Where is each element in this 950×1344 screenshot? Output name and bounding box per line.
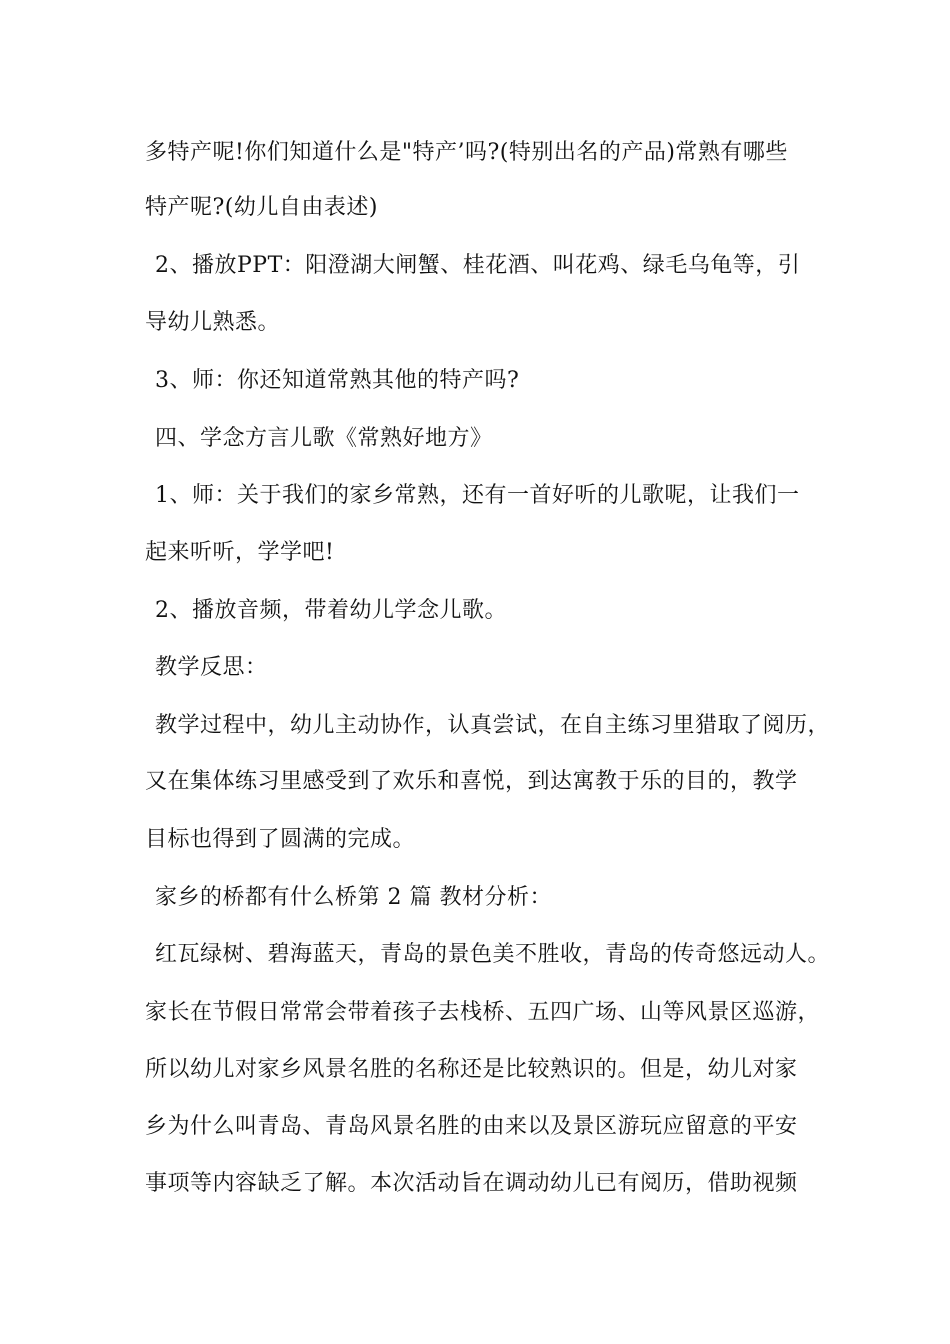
text-line: 目标也得到了圆满的完成。 (145, 827, 416, 852)
text-line: 导幼儿熟悉。 (145, 310, 281, 335)
text-line: 教学过程中，幼儿主动协作，认真尝试，在自主练习里猎取了阅历， (155, 713, 831, 738)
text-line: 红瓦绿树、碧海蓝天，青岛的景色美不胜收，青岛的传奇悠远动人。 (155, 942, 831, 967)
section-heading: 教学反思： (155, 655, 268, 680)
text-line: 特产呢?(幼儿自由表述) (145, 195, 378, 220)
text-line: 所以幼儿对家乡风景名胜的名称还是比较熟识的。但是，幼儿对家 (145, 1057, 798, 1082)
section-heading: 家乡的桥都有什么桥第 2 篇 教材分析： (155, 885, 552, 910)
text-line: 事项等内容缺乏了解。本次活动旨在调动幼儿已有阅历，借助视频 (145, 1171, 798, 1196)
text-line: 2、播放音频，带着幼儿学念儿歌。 (155, 598, 507, 623)
text-line: 起来听听，学学吧! (145, 540, 335, 565)
text-line: 又在集体练习里感受到了欢乐和喜悦，到达寓教于乐的目的，教学 (145, 769, 798, 794)
text-line: 多特产呢!你们知道什么是"特产’吗?(特别出名的产品)常熟有哪些 (145, 140, 788, 165)
text-line: 2、播放PPT：阳澄湖大闸蟹、桂花酒、叫花鸡、绿毛乌龟等，引 (155, 253, 801, 278)
text-line: 乡为什么叫青岛、青岛风景名胜的由来以及景区游玩应留意的平安 (145, 1114, 798, 1139)
text-line: 1、师：关于我们的家乡常熟，还有一首好听的儿歌呢，让我们一 (155, 483, 800, 508)
section-heading: 四、学念方言儿歌《常熟好地方》 (155, 426, 493, 451)
text-line: 3、师：你还知道常熟其他的特产吗? (155, 368, 520, 393)
text-line: 家长在节假日常常会带着孩子去栈桥、五四广场、山等风景区巡游， (145, 1000, 821, 1025)
